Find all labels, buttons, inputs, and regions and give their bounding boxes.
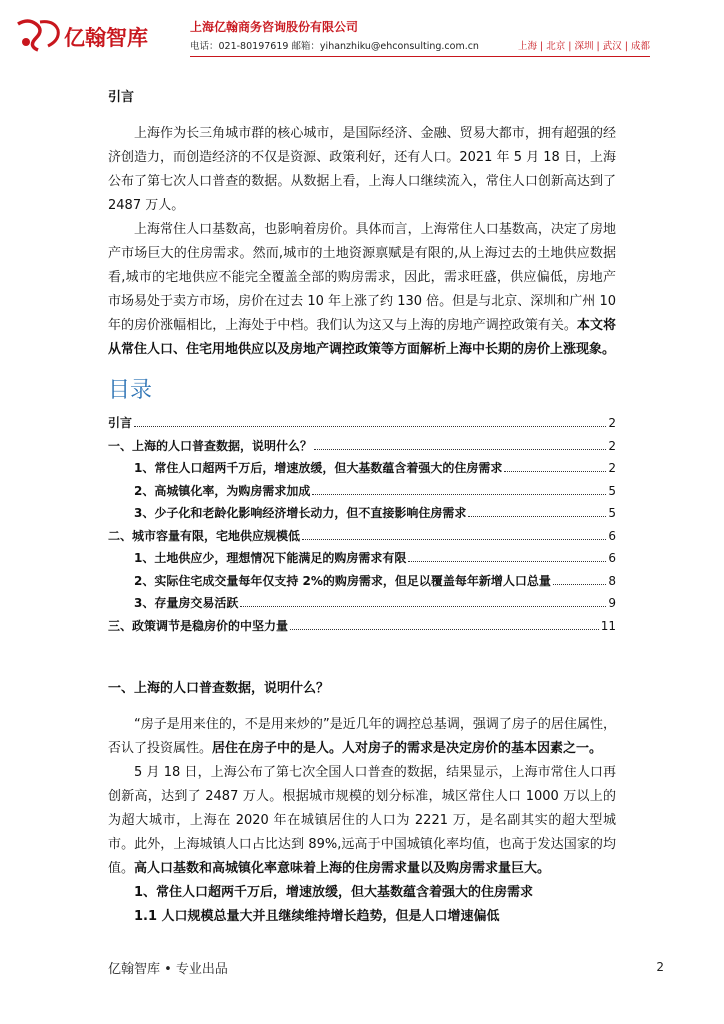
yihan-logo-icon [14, 18, 62, 52]
contact-info: 电话：021-80197619 邮箱：yihanzhiku@ehconsulting.com.cn [190, 41, 479, 52]
intro-heading: 引言 [108, 90, 135, 105]
office-cities: 上海 | 北京 | 深圳 | 武汉 | 成都 [518, 41, 650, 52]
section-1-paragraph-1-text: “房子是用来住的，不是用来炒的”是近几年的调控总基调，强调了房子的居住属性，否认了投资属性。 [108, 717, 616, 756]
toc-entry-section-2-1[interactable]: 1、土地供应少，理想情况下能满足的购房需求有限 6 [134, 551, 616, 565]
header-divider [190, 56, 650, 57]
footer-brand: 亿翰智库 • 专业出品 [108, 962, 228, 977]
toc-entry-section-1-1[interactable]: 1、常住人口超两千万后，增速放缓，但大基数蕴含着强大的住房需求 2 [134, 461, 616, 475]
toc-entry-section-1[interactable]: 一、上海的人口普查数据，说明什么？ 2 [108, 438, 616, 453]
section-1-paragraph-2-emphasis: 高人口基数和高城镇化率意味着上海的住房需求量以及购房需求量巨大。 [134, 861, 551, 876]
section-1-paragraph-1-emphasis: 居住在房子中的是人。人对房子的需求是决定房价的基本因素之一。 [212, 741, 603, 756]
toc-entry-section-2-2[interactable]: 2、实际住宅成交量每年仅支持 2%的购房需求，但足以覆盖每年新增人口总量 8 [134, 573, 616, 588]
toc-entry-section-2-3[interactable]: 3、存量房交易活跃 9 [134, 596, 616, 610]
section-1-heading: 一、上海的人口普查数据，说明什么？ [108, 681, 330, 696]
toc-entry-section-2[interactable]: 二、城市容量有限，宅地供应规模低 6 [108, 528, 616, 543]
intro-paragraph-2-text: 上海常住人口基数高，也影响着房价。具体而言，上海常住人口基数高，决定了房地产市场巨大的住房需求。然而,城市的土地资源禀赋是有限的,从上海过去的土地供应数据看,城市的宅地供应不能完全覆盖全部的购房需求，因此，需求旺盛，供应偏低，房地产市场易处于卖方市场，房价在过去 10 年上涨了约 130 倍。但是与北京、深圳和广州 10 年的房价涨幅相比，上海处于中档。我们认为这又与上海的房地产调控政策有关。 [108, 222, 616, 333]
section-1-paragraph-2 [108, 761, 616, 881]
toc-entry-intro[interactable]: 引言 2 [108, 416, 616, 430]
intro-paragraph-2-emphasis: 本文将从常住人口、住宅用地供应以及房地产调控政策等方面解析上海中长期的房价上涨现象。 [108, 318, 616, 357]
brand-name: 亿翰智库 [64, 26, 148, 50]
section-1-paragraph-2-text: 5 月 18 日，上海公布了第七次全国人口普查的数据，结果显示，上海市常住人口再创新高，达到了 2487 万人。根据城市规模的划分标准，城区常住人口 1000 万以上的为超大城市，上海在 2020 年在城镇居住的人口为 2221 万，是名副其实的超大型城市。此外，上海城镇人口占比达到 89%,远高于中国城镇化率均值，也高于发达国家的均值。 [108, 765, 616, 876]
table-of-contents [108, 412, 616, 637]
toc-title: 目录 [108, 378, 153, 403]
toc-entry-section-1-2[interactable]: 2、高城镇化率，为购房需求加成 5 [134, 483, 616, 498]
page-header [0, 0, 724, 60]
company-name: 上海亿翰商务咨询股份有限公司 [190, 20, 359, 34]
toc-entry-section-3[interactable]: 三、政策调节是稳房价的中坚力量 11 [108, 618, 616, 633]
subsection-1-heading: 1、常住人口超两千万后，增速放缓，但大基数蕴含着强大的住房需求 [134, 885, 534, 900]
intro-paragraph-2 [108, 218, 616, 362]
toc-entry-section-1-3[interactable]: 3、少子化和老龄化影响经济增长动力，但不直接影响住房需求 5 [134, 506, 616, 520]
section-1-paragraph-1 [108, 713, 616, 761]
intro-paragraph-1: 上海作为长三角城市群的核心城市，是国际经济、金融、贸易大都市，拥有超强的经济创造力，而创造经济的不仅是资源、政策利好，还有人口。2021 年 5 月 18 日，上海公布了第七次人口普查的数据。从数据上看，上海人口继续流入，常住人口创新高达到了 2487 万人。 [108, 126, 616, 213]
subsection-1-1-heading: 1.1 人口规模总量大并且继续维持增长趋势，但是人口增速偏低 [134, 909, 500, 924]
page-number: 2 [656, 960, 664, 974]
page-content [108, 86, 616, 929]
